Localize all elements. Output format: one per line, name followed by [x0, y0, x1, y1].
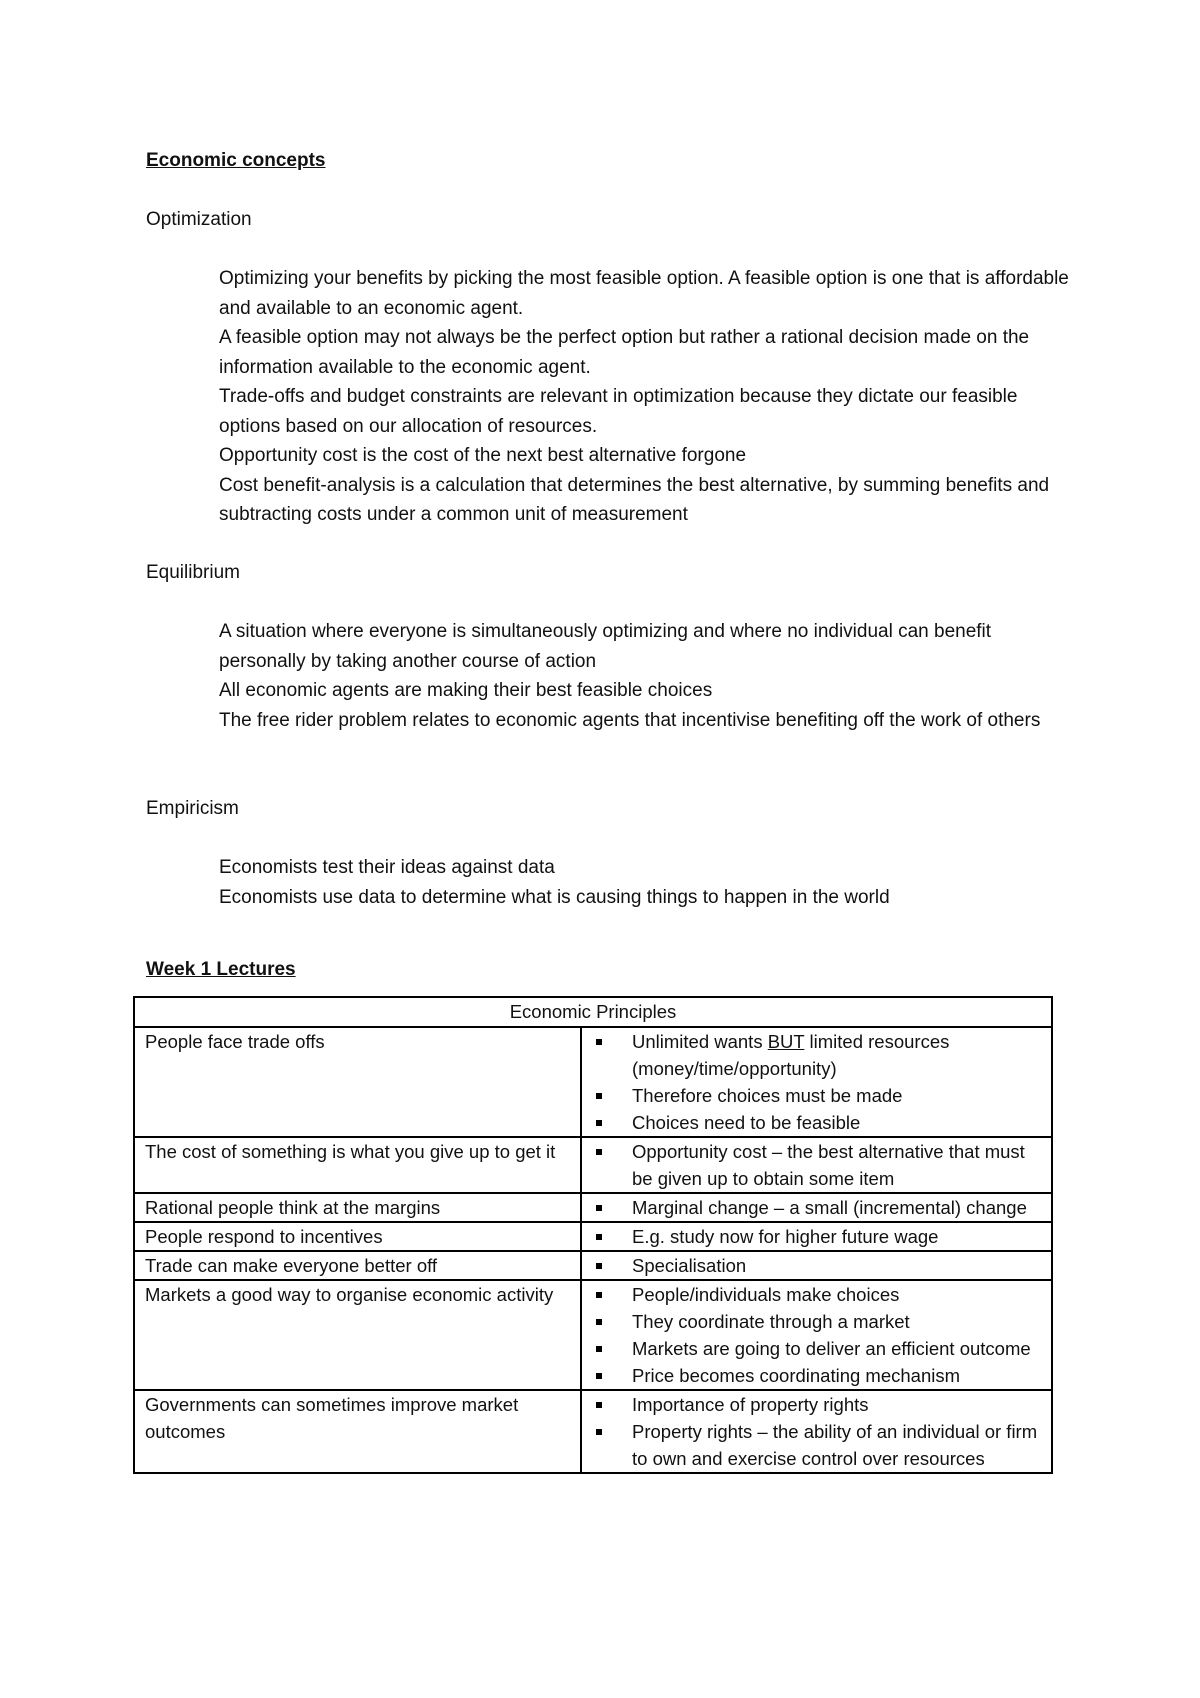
bullet-list: [592, 1138, 1041, 1192]
points-cell: [581, 1193, 1052, 1222]
paragraph: A situation where everyone is simultaneously optimizing and where no individual can benefit personally by taking another course of action: [219, 621, 992, 672]
square-bullet-icon: [596, 1093, 602, 1099]
bullet-list: [592, 1252, 1041, 1279]
table-row: [134, 1222, 1052, 1251]
paragraph: Cost benefit-analysis is a calculation that determines the best alternative, by summing benefits and subtracting costs under a common unit of measurement: [219, 474, 1050, 525]
points-cell: [581, 1280, 1052, 1390]
document-title: Economic concepts: [146, 150, 326, 171]
list-item: Opportunity cost – the best alternative that must be given up to obtain some item: [592, 1138, 1041, 1192]
list-item: Choices need to be feasible: [592, 1109, 1041, 1136]
table-row: [134, 1280, 1052, 1390]
list-item: Specialisation: [592, 1252, 1041, 1279]
paragraph: Economists use data to determine what is causing things to happen in the world: [219, 886, 890, 908]
bullet-list: [592, 1281, 1041, 1389]
table-row: [134, 1137, 1052, 1193]
square-bullet-icon: [596, 1429, 602, 1435]
paragraph: Economists test their ideas against data: [219, 857, 555, 878]
section-body-optimization: [219, 264, 1079, 530]
paragraph: The free rider problem relates to economic agents that incentivise benefiting off the work of others: [219, 709, 1041, 731]
list-item: Price becomes coordinating mechanism: [592, 1362, 1041, 1389]
bullet-list: [592, 1028, 1041, 1136]
paragraph: Trade-offs and budget constraints are relevant in optimization because they dictate our feasible options based on our allocation of resources.: [219, 386, 1018, 437]
section-title-equilibrium: Equilibrium: [146, 562, 240, 583]
section-title-optimization: Optimization: [146, 209, 252, 230]
table-row: [134, 1390, 1052, 1473]
bullet-list: [592, 1223, 1041, 1250]
principle-cell: Trade can make everyone better off: [134, 1251, 581, 1280]
list-item: People/individuals make choices: [592, 1281, 1041, 1308]
list-item: Markets are going to deliver an efficient outcome: [592, 1335, 1041, 1362]
table-row: [134, 1193, 1052, 1222]
square-bullet-icon: [596, 1039, 602, 1045]
principle-cell: People respond to incentives: [134, 1222, 581, 1251]
points-cell: [581, 1137, 1052, 1193]
list-item: Importance of property rights: [592, 1391, 1041, 1418]
paragraph: A feasible option may not always be the perfect option but rather a rational decision made on the information available to the economic agent.: [219, 327, 1030, 378]
table-body: [134, 1027, 1052, 1473]
square-bullet-icon: [596, 1319, 602, 1325]
section-title-empiricism: Empiricism: [146, 798, 239, 819]
square-bullet-icon: [596, 1263, 602, 1269]
bullet-list: [592, 1194, 1041, 1221]
paragraph: All economic agents are making their best feasible choices: [219, 680, 713, 701]
principle-cell: Rational people think at the margins: [134, 1193, 581, 1222]
list-item: Unlimited wants BUT limited resources (money/time/opportunity): [592, 1028, 1041, 1082]
principle-cell: People face trade offs: [134, 1027, 581, 1137]
square-bullet-icon: [596, 1402, 602, 1408]
points-cell: [581, 1390, 1052, 1473]
table-row: [134, 1027, 1052, 1137]
table-header: Economic Principles: [134, 997, 1052, 1027]
square-bullet-icon: [596, 1346, 602, 1352]
square-bullet-icon: [596, 1120, 602, 1126]
points-cell: [581, 1222, 1052, 1251]
principle-cell: The cost of something is what you give up to get it: [134, 1137, 581, 1193]
square-bullet-icon: [596, 1292, 602, 1298]
square-bullet-icon: [596, 1149, 602, 1155]
square-bullet-icon: [596, 1373, 602, 1379]
list-item: They coordinate through a market: [592, 1308, 1041, 1335]
week-heading: Week 1 Lectures: [146, 959, 296, 980]
points-cell: [581, 1251, 1052, 1280]
points-cell: [581, 1027, 1052, 1137]
paragraph: Optimizing your benefits by picking the most feasible option. A feasible option is one that is affordable and available to an economic agent.: [219, 268, 1069, 319]
list-item: Therefore choices must be made: [592, 1082, 1041, 1109]
square-bullet-icon: [596, 1234, 602, 1240]
principles-table: [133, 996, 1053, 1474]
section-body-equilibrium: [219, 617, 1079, 735]
principle-cell: Governments can sometimes improve market outcomes: [134, 1390, 581, 1473]
list-item: E.g. study now for higher future wage: [592, 1223, 1041, 1250]
paragraph: Opportunity cost is the cost of the next best alternative forgone: [219, 445, 747, 466]
principle-cell: Markets a good way to organise economic activity: [134, 1280, 581, 1390]
bullet-list: [592, 1391, 1041, 1472]
square-bullet-icon: [596, 1205, 602, 1211]
list-item: Property rights – the ability of an individual or firm to own and exercise control over resources: [592, 1418, 1041, 1472]
table-row: [134, 1251, 1052, 1280]
section-body-empiricism: [219, 853, 1079, 912]
table-header-row: [134, 997, 1052, 1027]
list-item: Marginal change – a small (incremental) change: [592, 1194, 1041, 1221]
